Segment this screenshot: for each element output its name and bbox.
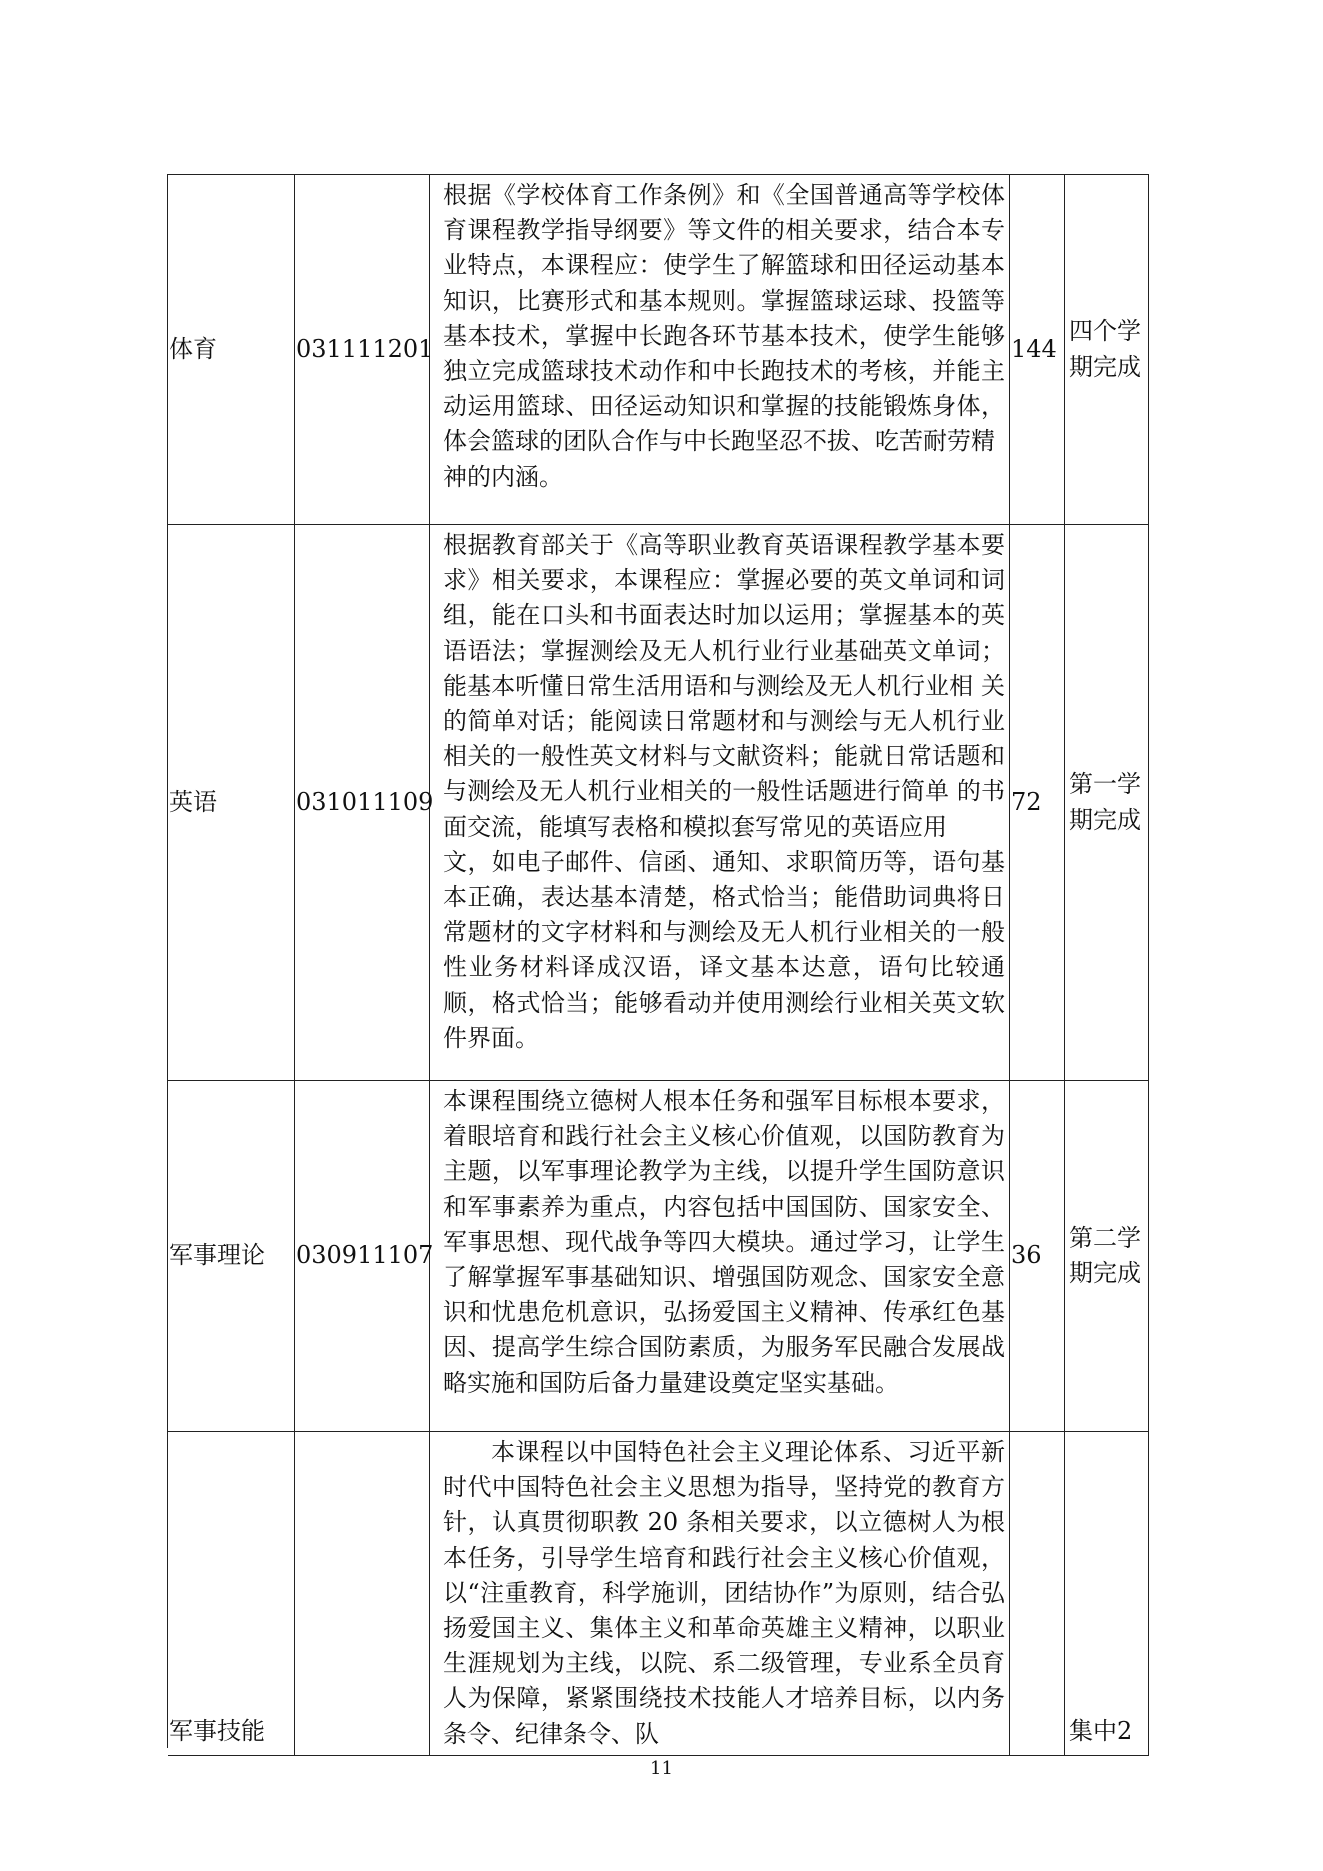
- table-row: [168, 175, 1149, 525]
- course-term: 四个学期完成: [1065, 175, 1149, 525]
- course-name: 军事技能: [168, 1432, 295, 1756]
- course-hours: 144: [1010, 175, 1065, 525]
- page-number: 11: [650, 1758, 673, 1779]
- course-code: 031011109: [295, 525, 430, 1081]
- table-row: [168, 1432, 1149, 1748]
- course-term: 集中2: [1065, 1432, 1149, 1756]
- course-description: 本课程围绕立德树人根本任务和强军目标根本要求，着眼培育和践行社会主义核心价值观，以国防教育为主题，以军事理论教学为主线，以提升学生国防意识和军事素养为重点，内容包括中国国防、国家安全、军事思想、现代战争等四大模块。通过学习，让学生了解掌握军事基础知识、增强国防观念、国家安全意识和忧患危机意识，弘扬爱国主义精神、传承红色基因、提高学生综合国防素质，为服务军民融合发展战略实施和国防后备力量建设奠定坚实基础。: [430, 1081, 1010, 1432]
- table-row: [168, 1081, 1149, 1432]
- course-code: [295, 1432, 430, 1756]
- table-row: [168, 525, 1149, 1081]
- course-description: 根据教育部关于《高等职业教育英语课程教学基本要求》相关要求，本课程应：掌握必要的英文单词和词组，能在口头和书面表达时加以运用；掌握基本的英语语法；掌握测绘及无人机行业行业基础英文单词； 能基本听懂日常生活用语和与测绘及无人机行业相 关的简单对话；能阅读日常题材和与测绘与无人机行业相关的一般性英文材料与文献资料；能就日常话题和与测绘及无人机行业相关的一般性话题进行简单 的书面交流，能填写表格和模拟套写常见的英语应用 文，如电子邮件、信函、通知、求职简历等，语句基本正确，表达基本清楚，格式恰当；能借助词典将日常题材的文字材料和与测绘及无人机行业相关的一般性业务材料译成汉语，译文基本达意，语句比较通 顺，格式恰当；能够看动并使用测绘行业相关英文软 件界面。: [430, 525, 1010, 1081]
- course-term: 第一学期完成: [1065, 525, 1149, 1081]
- course-code: 030911107: [295, 1081, 430, 1432]
- course-description: 本课程以中国特色社会主义理论体系、习近平新时代中国特色社会主义思想为指导，坚持党的教育方针，认真贯彻职教 20 条相关要求，以立德树人为根本任务，引导学生培育和践行社会主义核心价值观， 以“注重教育，科学施训，团结协作”为原则，结合弘扬爱国主义、集体主义和革命英雄主义精神，以职业生涯规划为主线，以院、系二级管理，专业系全员育人为保障，紧紧围绕技术技能人才培养目标，以内务条令、纪律条令、队: [430, 1432, 1010, 1756]
- course-name: 体育: [168, 175, 295, 525]
- course-code: 031111201: [295, 175, 430, 525]
- course-name: 军事理论: [168, 1081, 295, 1432]
- course-table: [167, 174, 1149, 1748]
- course-hours: [1010, 1432, 1065, 1756]
- course-name: 英语: [168, 525, 295, 1081]
- course-hours: 36: [1010, 1081, 1065, 1432]
- course-hours: 72: [1010, 525, 1065, 1081]
- course-description: 根据《学校体育工作条例》和《全国普通高等学校体育课程教学指导纲要》等文件的相关要求，结合本专业特点，本课程应：使学生了解篮球和田径运动基本知识，比赛形式和基本规则。掌握篮球运球、投篮等基本技术，掌握中长跑各环节基本技术，使学生能够独立完成篮球技术动作和中长跑技术的考核，并能主动运用篮球、田径运动知识和掌握的技能锻炼身体， 体会篮球的团队合作与中长跑坚忍不拔、吃苦耐劳精 神的内涵。: [430, 175, 1010, 525]
- course-term: 第二学期完成: [1065, 1081, 1149, 1432]
